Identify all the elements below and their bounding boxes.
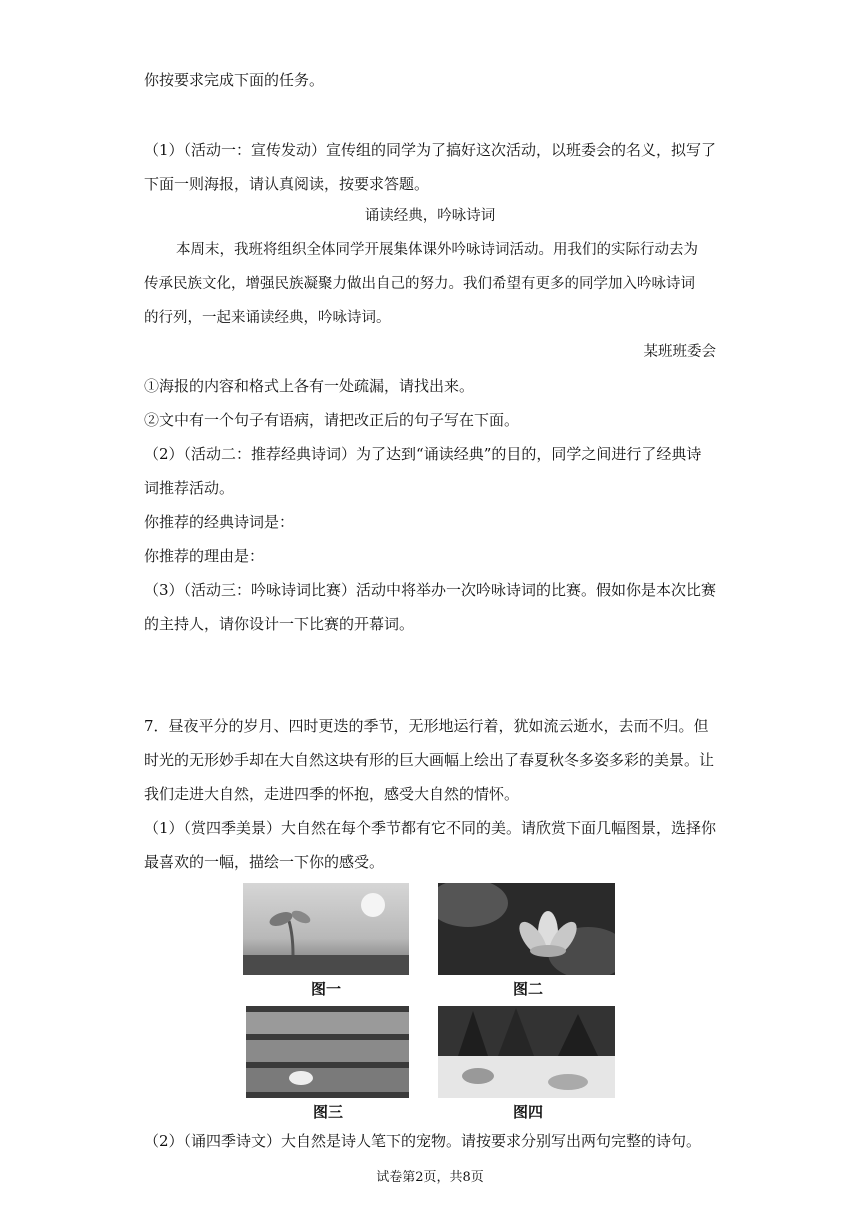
figure-sprout-image [243,883,409,975]
text-line: 词推荐活动。 [144,479,235,497]
text-line: （2）（活动二：推荐经典诗词）为了达到“诵读经典”的目的，同学之间进行了经典诗 [144,445,702,463]
text-line: 你推荐的经典诗词是： [144,513,295,531]
text-line: 的主持人，请你设计一下比赛的开幕词。 [144,615,415,633]
poster-body-line: 本周末，我班将组织全体同学开展集体课外吟咏诗词活动。用我们的实际行动去为 [176,242,698,258]
figure-caption: 图一 [310,980,341,998]
text-line: 下面一则海报，请认真阅读，按要求答题。 [144,175,430,193]
text-line: 最喜欢的一幅，描绘一下你的感受。 [144,853,385,871]
figure-snow-image [438,1006,615,1098]
figure-lotus-image [438,883,615,975]
poster-title: 诵读经典，吟咏诗词 [364,208,496,224]
text-line: ②文中有一个句子有语病，请把改正后的句子写在下面。 [144,411,520,429]
figure-caption: 图三 [312,1103,343,1121]
text-line: 你按要求完成下面的任务。 [144,71,325,89]
text-line: 你推荐的理由是： [144,547,265,565]
text-line: （2）（诵四季诗文）大自然是诗人笔下的宠物。请按要求分别写出两句完整的诗句。 [144,1132,702,1150]
text-line: 我们走进大自然，走进四季的怀抱，感受大自然的情怀。 [144,785,520,803]
poster-body-line: 的行列，一起来诵读经典，吟咏诗词。 [144,310,391,326]
page-footer: 试卷第2页，共8页 [376,1170,484,1185]
text-line: （1）（赏四季美景）大自然在每个季节都有它不同的美。请欣赏下面几幅图景，选择你 [144,819,717,837]
text-line: （3）（活动三：吟咏诗词比赛）活动中将举办一次吟咏诗词的比赛。假如你是本次比赛 [144,581,717,599]
figure-caption: 图二 [512,980,543,998]
poster-signature: 某班班委会 [643,344,716,360]
text-line: 时光的无形妙手却在大自然这块有形的巨大画幅上绘出了春夏秋冬多姿多彩的美景。让 [144,751,715,769]
poster-body-line: 传承民族文化，增强民族凝聚力做出自己的努力。我们希望有更多的同学加入吟咏诗词 [144,276,695,292]
text-line: ①海报的内容和格式上各有一处疏漏，请找出来。 [144,377,475,395]
text-line: 7．昼夜平分的岁月、四时更迭的季节，无形地运行着，犹如流云逝水，去而不归。但 [144,717,709,735]
figure-harvest-image [246,1006,409,1098]
text-line: （1）（活动一：宣传发动）宣传组的同学为了搞好这次活动，以班委会的名义，拟写了 [144,141,717,159]
figure-caption: 图四 [512,1103,543,1121]
